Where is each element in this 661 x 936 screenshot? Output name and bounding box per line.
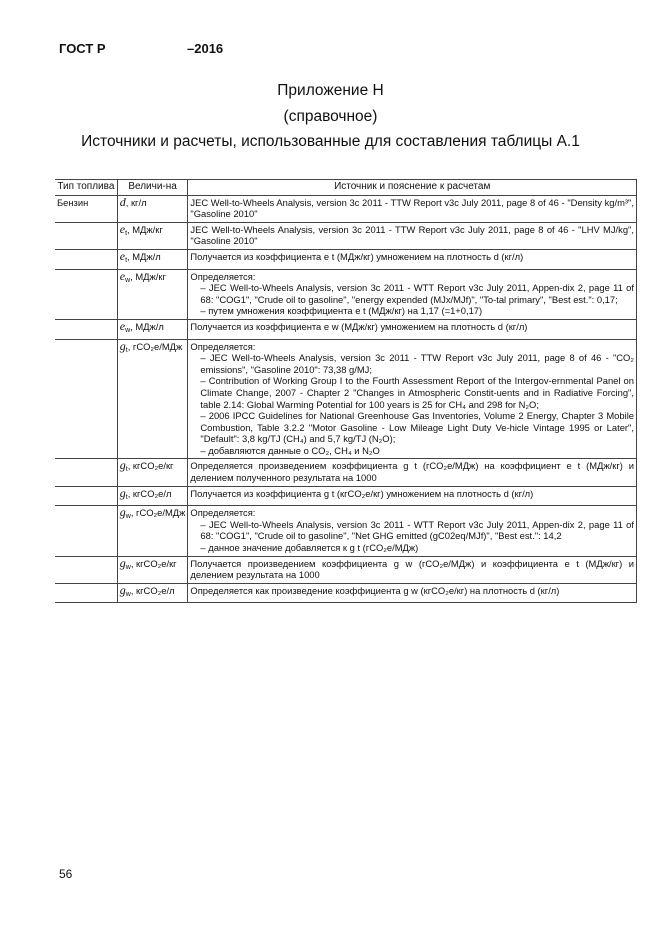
- source-line: – JEC Well-to-Wheels Analysis, version 3c 2011 - WTT Report v3c July 2011, Appen-dix 2, page 11 of 68: "COG1", "Crude oil to gasoline", "Net GHG emitted (gC02eq/MJf)", "Best est.": 14,2: [200, 518, 634, 542]
- quantity-subscript: t: [125, 493, 128, 501]
- fuel-type-cell: [55, 556, 117, 583]
- source-line: JEC Well-to-Wheels Analysis, version 3c 2011 - TTW Report v3c July 2011, page 8 of 46 - "Density kg/m³", "Gasoline 2010": [190, 196, 634, 220]
- source-line: – данное значение добавляется к g t (гCO₂е/МДж): [200, 542, 419, 554]
- standard-year: –2016: [187, 41, 224, 56]
- quantity-cell: [117, 319, 188, 339]
- quantity-subscript: w: [125, 563, 131, 571]
- page-number: 56: [59, 867, 73, 881]
- table-row: [55, 339, 637, 459]
- quantity-cell: [117, 459, 188, 486]
- source-line: Определяется:: [190, 270, 256, 282]
- fuel-type-cell: [55, 319, 117, 339]
- fuel-type-cell: [55, 506, 117, 556]
- appendix-heading: Источники и расчеты, использованные для составления таблицы А.1: [81, 133, 580, 150]
- source-cell: [188, 506, 637, 556]
- quantity-cell: [117, 249, 188, 269]
- quantity-unit: , МДж/кг: [130, 270, 166, 282]
- quantity-symbol: e: [119, 268, 126, 283]
- fuel-type-cell: [55, 583, 117, 603]
- quantity-unit: , МДж/кг: [127, 223, 163, 235]
- source-cell: [188, 339, 637, 459]
- source-line: JEC Well-to-Wheels Analysis, version 3c 2011 - TTW Report v3c July 2011, page 8 of 46 - "LHV MJ/kg", "Gasoline 2010": [190, 223, 634, 247]
- table-row: [55, 249, 637, 269]
- standard-label: ГОСТ Р: [59, 41, 106, 56]
- table-row: [55, 195, 637, 222]
- source-line: Получается из коэффициента g t (кгCO₂е/кг) умножением на плотность d (кг/л): [190, 487, 534, 499]
- source-line: Определяется произведением коэффициента g t (гCO₂е/МДж) на коэффициент e t (МДж/кг) и делением полученного результата на 1000: [190, 460, 634, 484]
- table-body: [55, 195, 637, 603]
- quantity-subscript: w: [125, 276, 131, 284]
- quantity-unit: , кгCO₂е/л: [127, 487, 172, 499]
- quantity-cell: [117, 486, 188, 506]
- source-cell: [188, 319, 637, 339]
- source-line: Определяется:: [190, 340, 256, 352]
- source-line: Определяется как произведение коэффициента g w (кгCO₂е/кг) на плотность d (кг/л): [190, 584, 560, 596]
- column-header-fuel-type: Тип топлива: [55, 180, 117, 196]
- table-row: [55, 506, 637, 556]
- quantity-unit: , гCO₂е/МДж: [130, 507, 186, 519]
- quantity-cell: [117, 339, 188, 459]
- quantity-unit: , МДж/л: [130, 320, 164, 332]
- quantity-cell: [117, 556, 188, 583]
- table-header-row: [55, 180, 637, 196]
- quantity-subscript: t: [125, 346, 128, 354]
- quantity-cell: [117, 269, 188, 319]
- quantity-symbol: g: [119, 338, 126, 353]
- appendix-subtitle: (справочное): [283, 108, 378, 125]
- quantity-symbol: g: [119, 582, 126, 597]
- source-line: – JEC Well-to-Wheels Analysis, version 3c 2011 - TTW Report v3c July 2011, page 8 of 46 - "CO₂ emissions", "Gasoline 2010": 73,38 g/MJ;: [200, 352, 634, 375]
- table-row: [55, 459, 637, 486]
- quantity-unit: , кгCO₂е/кг: [130, 557, 177, 569]
- source-line: – JEC Well-to-Wheels Analysis, version 3c 2011 - WTT Report v3c July 2011, Appen-dix 2, page 11 of 68: "COG1", "Crude oil to gasoline", "energy expended (MJx/MJf)", "To-tal primary", "Best est.": 0,17;: [200, 282, 634, 305]
- source-cell: [188, 583, 637, 603]
- quantity-symbol: e: [119, 248, 126, 263]
- source-cell: [188, 486, 637, 506]
- quantity-symbol: g: [119, 505, 126, 520]
- quantity-cell: [117, 583, 188, 603]
- quantity-symbol: d: [119, 194, 126, 209]
- source-line: – добавляются данные о CO₂, CH₄ и N₂O: [200, 444, 380, 456]
- source-line: Получается произведением коэффициента g w (гCO₂е/МДж) и коэффициента e t (МДж/кг) и делением результата на 1000: [190, 557, 634, 581]
- source-cell: [188, 556, 637, 583]
- source-cell: [188, 222, 637, 249]
- quantity-cell: [117, 506, 188, 556]
- quantity-symbol: e: [119, 221, 126, 236]
- table-row: [55, 486, 637, 506]
- appendix-title: Приложение Н: [277, 82, 384, 99]
- quantity-subscript: w: [125, 590, 131, 598]
- quantity-subscript: t: [125, 466, 128, 474]
- quantity-unit: , кгCO₂е/л: [130, 584, 175, 596]
- quantity-subscript: w: [125, 326, 131, 334]
- source-cell: [188, 249, 637, 269]
- table-row: [55, 222, 637, 249]
- column-header-source: Источник и пояснение к расчетам: [188, 180, 637, 196]
- source-line: – 2006 IPCC Guidelines for National Greenhouse Gas Inventories, Volume 2 Energy, Chapter 3 Mobile Combustion, Table 3.2.2 "Motor Gasoline - Low Mileage Light Duty Ve-hicle Vintage 1995 or Later", "Default": 3,8 kg/TJ (CH₄) and 5,7 kg/TJ (N₂O);: [200, 410, 634, 445]
- fuel-type-cell: Бензин: [55, 195, 117, 222]
- column-header-quantity: Величи-на: [117, 180, 188, 196]
- quantity-unit: , гCO₂е/МДж: [127, 340, 183, 352]
- quantity-cell: [117, 222, 188, 249]
- fuel-type-cell: [55, 269, 117, 319]
- fuel-type-cell: [55, 249, 117, 269]
- source-cell: [188, 269, 637, 319]
- source-cell: [188, 459, 637, 486]
- source-cell: [188, 195, 637, 222]
- quantity-unit: , кг/л: [125, 196, 147, 208]
- fuel-type-cell: [55, 459, 117, 486]
- table-row: [55, 319, 637, 339]
- quantity-symbol: g: [119, 458, 126, 473]
- quantity-symbol: g: [119, 555, 126, 570]
- quantity-unit: , МДж/л: [127, 250, 161, 262]
- table-row: [55, 556, 637, 583]
- table-row: [55, 269, 637, 319]
- quantity-cell: [117, 195, 188, 222]
- quantity-symbol: e: [119, 318, 126, 333]
- sources-table: [55, 179, 637, 603]
- quantity-subscript: t: [125, 229, 128, 237]
- quantity-subscript: w: [125, 513, 131, 521]
- source-line: Получается из коэффициента e w (МДж/кг) умножением на плотность d (кг/л): [190, 320, 528, 332]
- quantity-subscript: t: [125, 256, 128, 264]
- fuel-type-cell: [55, 486, 117, 506]
- source-line: – Contribution of Working Group I to the Fourth Assessment Report of the Intergov-ernmental Panel on Climate Change, 2007 - Chapter 2 "Changes in Atmospheric Constit-uents and in Radiative Forcing", table 2.14: Global Warming Potential for 100 years is 25 for CH₄ and 298 for N₂O;: [200, 375, 634, 410]
- quantity-unit: , кгCO₂е/кг: [127, 460, 174, 472]
- source-line: – путем умножения коэффициента e t (МДж/кг) на 1,17 (=1+0,17): [200, 305, 483, 317]
- source-line: Получается из коэффициента e t (МДж/кг) умножением на плотность d (кг/л): [190, 250, 524, 262]
- quantity-symbol: g: [119, 485, 126, 500]
- fuel-type-cell: [55, 222, 117, 249]
- source-line: Определяется:: [190, 507, 256, 519]
- table-row: [55, 583, 637, 603]
- fuel-type-cell: [55, 339, 117, 459]
